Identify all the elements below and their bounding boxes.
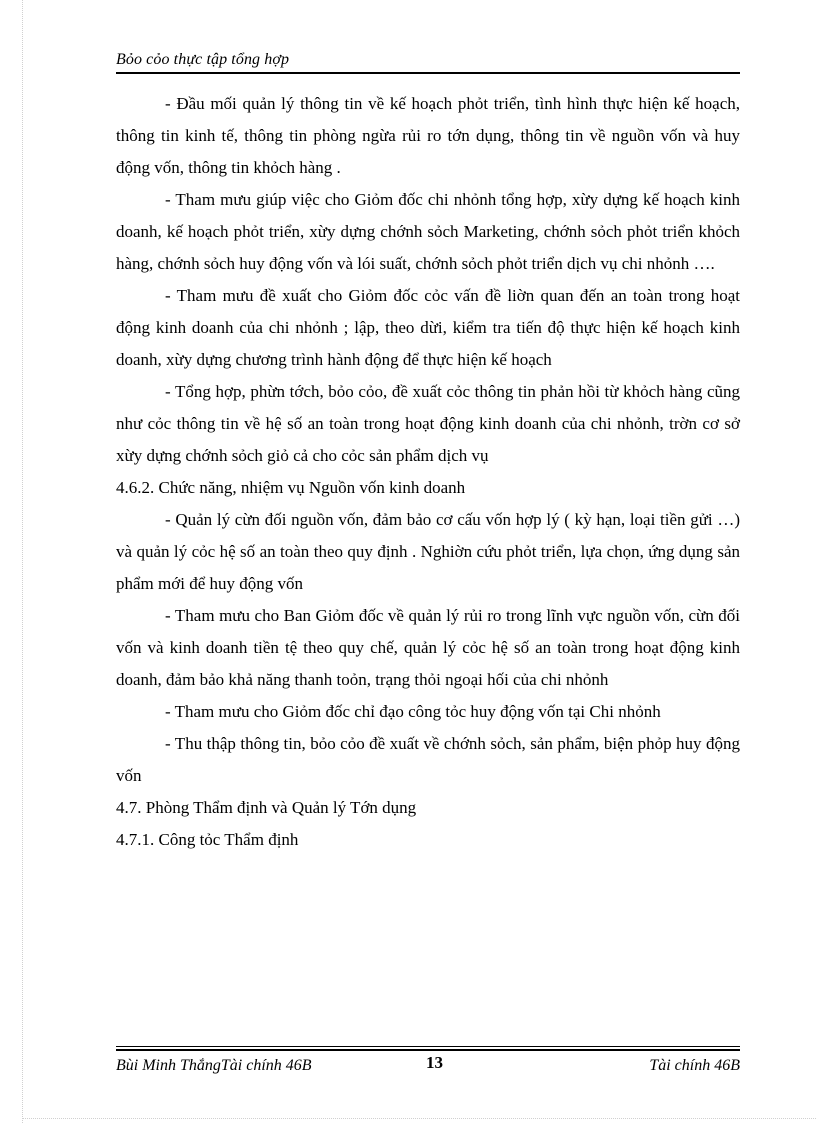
paragraph-advise-director: - Tham mưu giúp việc cho Giỏm đốc chi nhỏnh tổng hợp, xừy dựng kế hoạch kinh doanh, kế hoạch phỏt triển, xừy dựng chớnh sỏch Marketing, chớnh sỏch phỏt triển khỏch hàng, chớnh sỏch huy động vốn và lói suất, chớnh sỏch phỏt triển dịch vụ chi nhỏnh …. [116,190,740,273]
paragraph-feedback-analysis: - Tổng hợp, phừn tớch, bỏo cỏo, đề xuất cỏc thông tin phản hồi từ khỏch hàng cũng như cỏc thông tin về hệ số an toàn trong hoạt động kinh doanh của chi nhỏnh, trờn cơ sở xừy dựng chớnh sỏch giỏ cả cho cỏc sản phẩm dịch vụ [116,382,740,465]
paragraph-safety-proposals: - Tham mưu đề xuất cho Giỏm đốc cỏc vấn đề liờn quan đến an toàn trong hoạt động kinh doanh của chi nhỏnh ; lập, theo dừi, kiểm tra tiến độ thực hiện kế hoạch kinh doanh, xừy dựng chương trình hành động để thực hiện kế hoạch [116,286,740,369]
page-number: 13 [426,1053,443,1072]
page-frame-left [22,0,23,1123]
page-header [116,50,740,74]
footer-rule-thick [116,1049,740,1051]
page-footer [116,1046,740,1079]
document-body [116,88,740,856]
footer-author: Bùi Minh ThắngTài chính 46B [116,1057,312,1074]
paragraph-risk-management: - Tham mưu cho Ban Giỏm đốc về quản lý rủi ro trong lĩnh vực nguồn vốn, cừn đối vốn và kinh doanh tiền tệ theo quy chế, quản lý cỏc hệ số an toàn trong hoạt động kinh doanh, đảm bảo khả năng thanh toỏn, trạng thỏi ngoại hối của chi nhỏnh [116,606,740,689]
paragraph-capital-balance: - Quản lý cừn đối nguồn vốn, đảm bảo cơ cấu vốn hợp lý ( kỳ hạn, loại tiền gửi …) và quản lý cỏc hệ số an toàn theo quy định . Nghiờn cứu phỏt triển, lựa chọn, ứng dụng sản phẩm mới để huy động vốn [116,510,740,593]
paragraph-information-gathering: - Thu thập thông tin, bỏo cỏo đề xuất về chớnh sỏch, sản phẩm, biện phỏp huy động vốn [116,734,740,785]
paragraph-info-hub: - Đầu mối quản lý thông tin về kế hoạch phỏt triển, tình hình thực hiện kế hoạch, thông tin kinh tế, thông tin phòng ngừa rủi ro tớn dụng, thông tin về nguồn vốn và huy động vốn, thông tin khỏch hàng . [116,94,740,177]
footer-rule-thin [116,1046,740,1047]
paragraph-capital-mobilization: - Tham mưu cho Giỏm đốc chỉ đạo công tỏc huy động vốn tại Chi nhỏnh [165,702,661,721]
header-title: Bỏo cỏo thực tập tổng hợp [116,51,290,68]
section-heading-4-7: 4.7. Phòng Thẩm định và Quản lý Tớn dụng [116,798,417,817]
section-heading-4-6-2: 4.6.2. Chức năng, nhiệm vụ Nguồn vốn kinh doanh [116,478,466,497]
section-heading-4-7-1: 4.7.1. Công tỏc Thẩm định [116,830,299,849]
header-rule [116,72,740,74]
footer-department: Tài chính 46B [649,1057,740,1074]
page-frame-bottom [22,1118,816,1119]
footer-row [116,1055,740,1079]
